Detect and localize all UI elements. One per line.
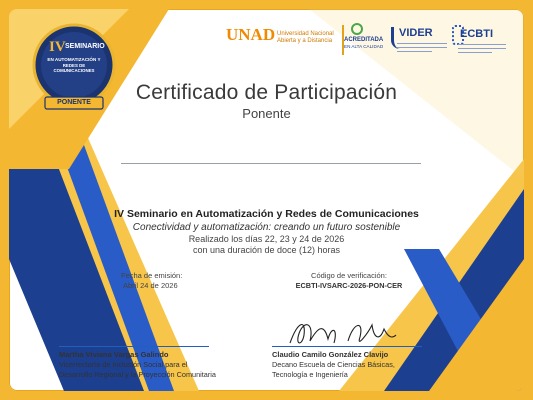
badge-word: SEMINARIO <box>65 43 105 50</box>
event-name: IV Seminario en Automatización y Redes de Comunicaciones <box>114 208 419 220</box>
signer-1-role-line2: Desarrollo Regional y la Proyección Comunitaria <box>59 370 216 379</box>
signer-1-name: Martha Viviana Vargas Galindo <box>59 350 169 359</box>
signer-2-role <box>272 360 395 380</box>
signer-2-role-line2: Tecnología e Ingeniería <box>272 370 348 379</box>
certificate-title: Certificado de Participación <box>135 81 398 104</box>
acreditada-icon <box>351 23 363 35</box>
logo-unad <box>226 25 275 45</box>
badge-roman: IV <box>49 39 66 55</box>
signer-1-role <box>59 360 216 380</box>
event-dates: Realizado los días 22, 23 y 24 de 2026 <box>188 234 345 244</box>
acreditada-sub: EN ALTA CALIDAD <box>344 44 384 49</box>
unad-text <box>277 31 337 45</box>
title-divider <box>121 163 421 164</box>
unad-line1: Universidad Nacional <box>277 31 334 37</box>
ecbti-label: ECBTI <box>460 28 493 40</box>
certificate-paper <box>9 9 524 391</box>
signature-line-2 <box>272 346 422 347</box>
unad-line2: Abierta y a Distancia <box>277 38 333 44</box>
event-duration: con una duración de doce (12) horas <box>192 245 341 255</box>
event-theme: Conectividad y automatización: creando un futuro sostenible <box>132 222 401 233</box>
signer-1-role-line1: Vicerrectoría de Inclusión Social para el <box>59 360 188 369</box>
signature-line-1 <box>59 346 209 347</box>
badge-banner: PONENTE <box>57 99 91 106</box>
issue-date-value: Abril 24 de 2026 <box>123 281 178 290</box>
vider-tagline <box>397 41 447 53</box>
acreditada-label: ACREDITADA <box>344 37 384 43</box>
signer-2-role-line1: Decano Escuela de Ciencias Básicas, <box>272 360 395 369</box>
ecbti-tagline <box>458 42 506 54</box>
vider-label: VIDER <box>399 27 433 39</box>
verification-code-label: Código de verificación: <box>311 271 387 280</box>
signer-2-name: Claudio Camilo González Clavijo <box>272 350 389 359</box>
unad-mark: UNAD <box>226 25 276 44</box>
verification-code-value: ECBTI-IVSARC-2026-PON-CER <box>295 281 403 290</box>
certificate-subtitle: Ponente <box>242 106 291 121</box>
badge-line1: EN AUTOMATIZACIÓN Y <box>47 57 101 62</box>
issue-date-label: Fecha de emisión: <box>121 271 183 280</box>
badge-line2: REDES DE COMUNICACIONES <box>53 63 95 73</box>
